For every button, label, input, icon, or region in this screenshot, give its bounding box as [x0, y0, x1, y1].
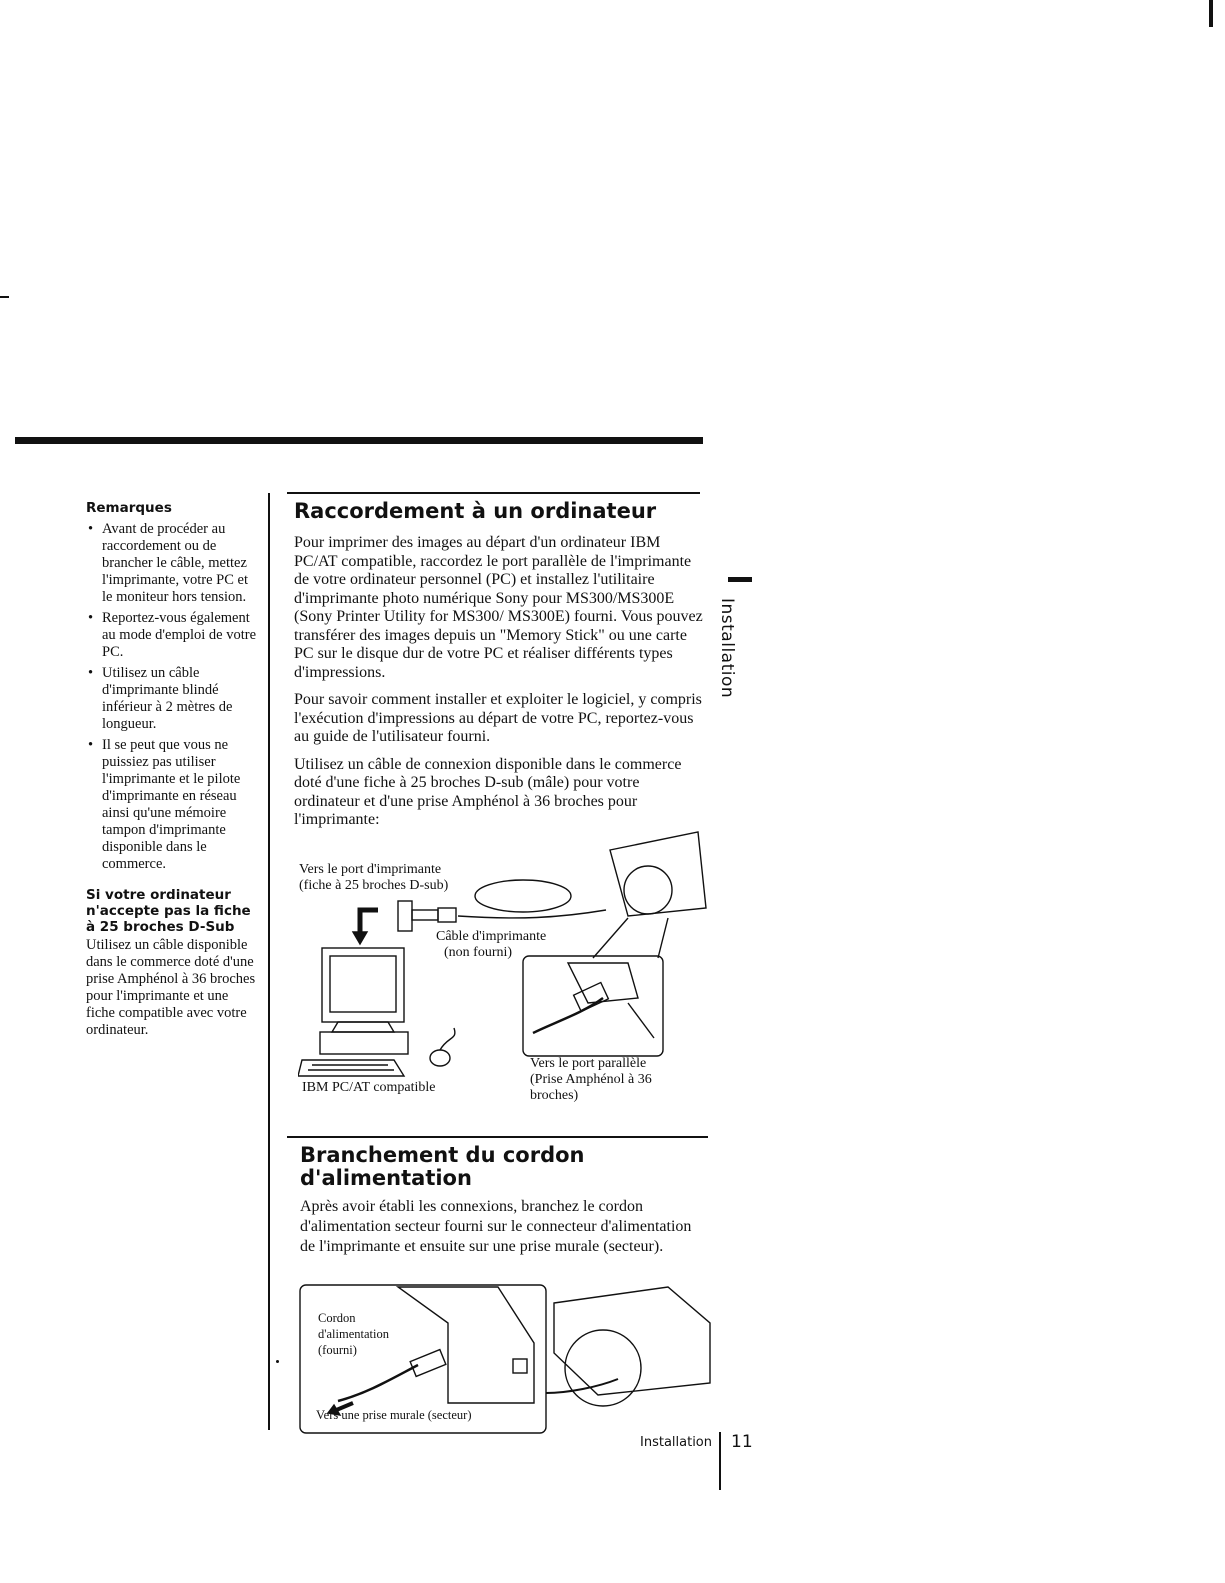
- pc-base: [320, 1032, 408, 1054]
- footer-section-label: Installation: [640, 1435, 713, 1450]
- margin-mark: [0, 296, 9, 298]
- list-item: • Reportez-vous également au mode d'emploi de votre PC.: [88, 610, 257, 660]
- keyboard: [298, 1060, 404, 1076]
- paragraph: Après avoir établi les connexions, branchez le cordon d'alimentation secteur fourni sur le connecteur d'alimentation de l'imprimante et ensuite sur une prise murale (secteur).: [300, 1198, 692, 1255]
- power-cord-label: Cordon d'alimentation (fourni): [318, 1311, 389, 1357]
- page-number: 11: [731, 1432, 753, 1452]
- footer-divider: [719, 1432, 721, 1490]
- paragraph: Pour savoir comment installer et exploiter le logiciel, y compris l'exécution d'impressions au départ de votre PC, reportez-vous au guide de l'utilisateur fourni.: [294, 691, 702, 745]
- section-tab: Installation: [717, 598, 737, 699]
- column-rule: [268, 493, 270, 1430]
- printer-top: [610, 832, 706, 916]
- printer-body: [554, 1287, 710, 1395]
- paragraph: Utilisez un câble de connexion disponible dans le commerce doté d'une fiche à 25 broches D-sub (mâle) pour votre ordinateur et d'une prise Amphénol à 36 broches pour l'imprimante:: [294, 755, 682, 828]
- section-title: Branchement du cordon d'alimentation: [300, 1143, 585, 1190]
- mouse: [430, 1050, 450, 1066]
- header-rule: [15, 437, 703, 444]
- notes-list: [86, 521, 256, 873]
- section-rule: [287, 1136, 708, 1138]
- sidebar-notes: [86, 500, 256, 1039]
- diagram-label-pc: IBM PC/AT compatible: [302, 1080, 436, 1095]
- section-computer-connection: [294, 500, 706, 839]
- cable-loop: [475, 880, 571, 912]
- monitor-outline: [322, 948, 404, 1022]
- sidebar-subheading: Si votre ordinateur n'accepte pas la fiche à 25 broches D-Sub: [86, 887, 251, 935]
- tab-marker-icon: [728, 575, 752, 583]
- section-title: Raccordement à un ordinateur: [294, 499, 657, 523]
- list-item: • Il se peut que vous ne puissiez pas utiliser l'imprimante et le pilote d'imprimante en réseau ainsi qu'une mémoire tampon d'imprimante disponible dans le commerce.: [88, 737, 241, 872]
- diagram-label-port: Vers le port d'imprimante (fiche à 25 broches D-sub): [299, 862, 449, 893]
- diagram-label-cable: Câble d'imprimante (non fourni): [436, 929, 547, 960]
- corner-mark: [1209, 0, 1213, 27]
- diagram-label-parallel: Vers le port parallèle (Prise Amphénol à 36 broches): [530, 1056, 652, 1103]
- section-rule: [287, 492, 700, 494]
- section-power-cord: [300, 1144, 710, 1257]
- stray-dot: [276, 1360, 279, 1363]
- detail-circle: [624, 866, 672, 914]
- dsub-connector: [398, 901, 412, 931]
- list-item: • Utilisez un câble d'imprimante blindé inférieur à 2 mètres de longueur.: [88, 665, 233, 732]
- list-item: • Avant de procéder au raccordement ou de brancher le câble, mettez l'imprimante, votre PC et le moniteur hors tension.: [88, 521, 248, 605]
- sidebar-subtext: Utilisez un câble disponible dans le commerce doté d'une prise Amphénol à 36 broches pour l'imprimante et une fiche compatible avec votre ordinateur.: [86, 937, 256, 1038]
- notes-heading: Remarques: [86, 500, 172, 516]
- paragraph: Pour imprimer des images au départ d'un ordinateur IBM PC/AT compatible, raccordez le port parallèle de l'imprimante de votre ordinateur personnel (PC) et installez l'utilitaire d'imprimante photo numérique Sony pour MS300/MS300E (Sony Printer Utility for MS300/ MS300E) fourni. Vous pouvez transférer des images depuis un "Memory Stick" ou une carte PC sur le disque dur de votre PC et réaliser différents types d'impressions.: [294, 534, 703, 681]
- outlet-label: Vers une prise murale (secteur): [316, 1408, 472, 1422]
